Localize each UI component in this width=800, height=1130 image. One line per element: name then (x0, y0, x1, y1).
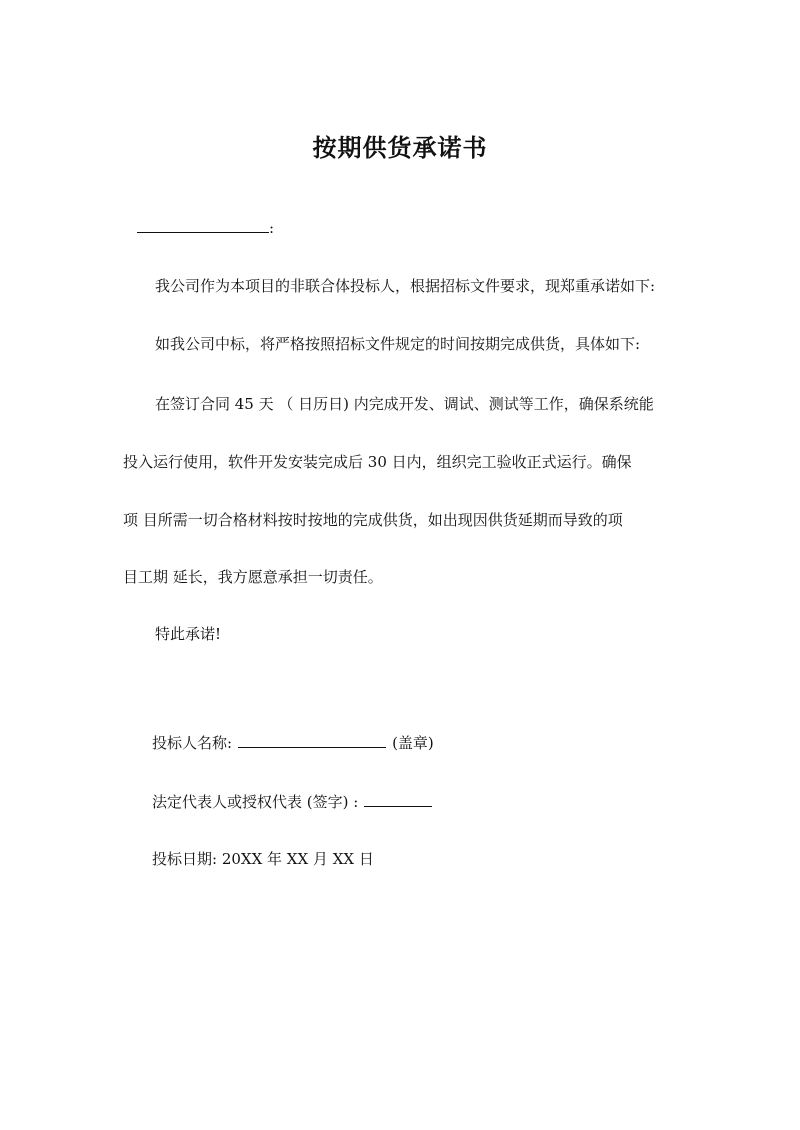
paragraph-detail-line-3: 项 目所需一切合格材料按时按地的完成供货，如出现因供货延期而导致的项 (123, 511, 623, 529)
paragraph-detail-line-4: 目工期 延长，我方愿意承担一切责任。 (123, 568, 383, 586)
representative-blank (364, 792, 432, 807)
document-title: 按期供货承诺书 (312, 134, 488, 162)
paragraph-commitment: 如我公司中标，将严格按照招标文件规定的时间按期完成供货，具体如下: (155, 335, 641, 353)
paragraph-intro: 我公司作为本项目的非联合体投标人，根据招标文件要求，现郑重承诺如下: (155, 277, 656, 295)
bid-date-line: 投标日期: 20XX 年 XX 月 XX 日 (152, 850, 374, 868)
paragraph-detail-line-1: 在签订合同 45 天 （ 日历日) 内完成开发、调试、测试等工作，确保系统能 (155, 395, 654, 413)
bidder-name-line (152, 733, 434, 753)
representative-line (152, 792, 432, 812)
paragraph-detail-line-2: 投入运行使用，软件开发安装完成后 30 日内，组织完工验收正式运行。确保 (123, 453, 632, 471)
addressee-colon: : (269, 219, 275, 237)
representative-label: 法定代表人或授权代表 (签字) : (152, 793, 359, 811)
bidder-name-label: 投标人名称: (152, 734, 233, 752)
addressee-line (137, 218, 274, 238)
addressee-blank (137, 218, 269, 233)
bidder-stamp-note: (盖章) (392, 734, 434, 752)
bidder-name-blank (238, 733, 386, 748)
paragraph-closing: 特此承诺! (155, 625, 222, 643)
